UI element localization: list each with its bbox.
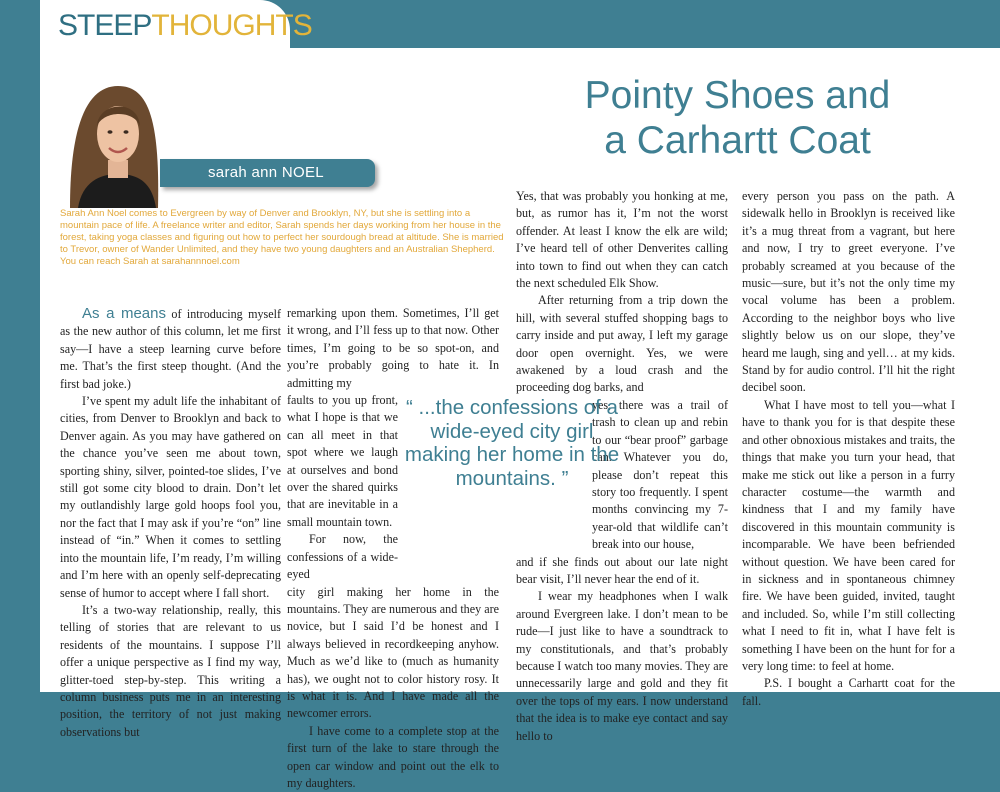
paragraph-text: of introducing myself as the new author of this column, let me first say—I have a steep learning curve before me. That’s the first steep thought. (And the first bad joke.) bbox=[60, 307, 281, 391]
paragraph: Yes, that was probably you honking at me, but, as rumor has it, I’m not the worst offender. At least I know the elk are wild; I’ve heard tell of other Denverites calling into town to find out when they can catch the next scheduled Elk Show. bbox=[516, 189, 728, 291]
paragraph: yes, there was a trail of trash to clean up and rebin to our “bear proof” garbage can. Whatever you do, please don’t repeat this story too frequently. I spent months convincing my 7-year-old that wildlife can’t break into our house, bbox=[592, 397, 728, 552]
pull-quote: “ ...the confessions of a wide-eyed city girl making her home in the mountains. ” bbox=[404, 396, 620, 490]
paragraph: It’s a two-way relationship, really, this telling of stories that are relevant to us residents of the mountains. I suppose I’ll offer a unique perspective as I find my way, glitter-toed step-by-step. This writing a column business puts me in an interesting position, the territory of not just making observations but bbox=[60, 602, 281, 739]
title-line-1: Pointy Shoes and bbox=[584, 74, 891, 117]
paragraph: city girl making her home in the mountains. They are numerous and they are novice, but I said I’d be honest and I always believed in recordkeeping anyhow. Much as we’d like to (much as humanity has), we ought not to color history rosy. It is what it is. And I have made all the newcomer errors. bbox=[287, 584, 499, 721]
column-1 bbox=[60, 305, 281, 741]
author-bio: Sarah Ann Noel comes to Evergreen by way of Denver and Brooklyn, NY, but she is settling into a mountain pace of life. A freelance writer and editor, Sarah spends her days working from her house in the forest, taking yoga classes and figuring out how to perfect her sourdough bread at altitude. She is married to Trevor, owner of Wander Unlimited, and they have two young daughters and an Australian Shepherd. You can reach Sarah at sarahannnoel.com bbox=[60, 208, 504, 267]
paragraph: I have come to a complete stop at the first turn of the lake to stare through the open car window and point out the elk to my daughters. bbox=[287, 723, 499, 790]
paragraph: For now, the confessions of a wide-eyed bbox=[287, 532, 398, 582]
paragraph: every person you pass on the path. A sidewalk hello in Brooklyn is received like it’s a mug threat from a vagrant, but here and now, I try to greet everyone. I’ve probably screamed at you because of the music—sure, but it’s not the only time my vocal volume has been a problem. According to the neighbor boys who live slightly below us on our slope, they’ve heard me laugh, sing and yell… at my kids. Stand by for audio control. I’ll hit the right decibel soon. bbox=[742, 189, 955, 395]
paragraph: faults to you up front, what I hope is that we can all meet in that spot where we laugh at ourselves and bond over the shared quirks that are inevitable in a small mountain town. bbox=[287, 393, 398, 529]
paragraph: remarking upon them. Sometimes, I’ll get it wrong, and I’ll fess up to that now. Other times, I’m going to be so spot-on, and you’re probably going to hate it. In admitting my bbox=[287, 306, 499, 390]
column-logo bbox=[58, 9, 312, 43]
paragraph: What I have most to tell you—what I have to thank you for is that despite these and other obnoxious mistakes and traits, the things that make you turn your head, that make me stick out like a person in a furry character costume—the warmth and kindness that I and my family have discovered in this mountain community is incomparable. We have been befriended without question. We have been cared for in sickness and in spontaneous chimney fire. We have been guided, invited, taught and included. So, while I’m still collecting what I need to fit in, what I have felt is something I have been on the hunt for for a very long time: to feel at home. bbox=[742, 397, 955, 673]
paragraph: After returning from a trip down the hill, with several stuffed shopping bags to carry inside and put away, I left my garage door open overnight. Yes, we were awakened by a loud crash and the proceeding dog barks, and bbox=[516, 293, 728, 395]
paragraph: I’ve spent my adult life the inhabitant of cities, from Denver to Brooklyn and back to Denver again. As you may have gathered on the chance you’ve seen me about town, sporting shiny, silver, pointed-toe slides, I’ve still got some city blood to drain. Don’t let my outlandishly large gold hoops fool you, nor the fact that I may ask if you’re “on” line instead of “in.” When it comes to settling into the mountain life, I’m ready, I’m willing and I’m here with an openly self-deprecating sense of humor to accept where I fall short. bbox=[60, 394, 281, 600]
title-line-2: a Carhartt Coat bbox=[604, 119, 871, 162]
paragraph: P.S. I bought a Carhartt coat for the fall. bbox=[742, 676, 955, 708]
column-2 bbox=[287, 305, 499, 792]
author-portrait-icon bbox=[60, 78, 170, 208]
author-name: sarah ann NOEL bbox=[208, 164, 324, 181]
article-title bbox=[540, 73, 935, 163]
column-4 bbox=[742, 188, 955, 710]
paragraph: I wear my headphones when I walk around Evergreen lake. I don’t mean to be rude—I just like to have a soundtrack to my constitutionals, and that’s probably because I watch too many movies. They are unnecessarily large and gold and they fit over the tops of my ears. I now understand that the idea is to make eye contact and say hello to bbox=[516, 589, 729, 743]
paragraph bbox=[60, 305, 281, 393]
logo-steep: STEEP bbox=[58, 9, 152, 42]
logo-thoughts: THOUGHTS bbox=[151, 9, 312, 42]
author-photo bbox=[60, 78, 170, 208]
author-name-banner bbox=[160, 159, 375, 187]
paragraph: and if she finds out about our late night bear visit, I’ll never hear the end of it. bbox=[516, 554, 728, 586]
lead-in: As a means bbox=[82, 305, 166, 322]
